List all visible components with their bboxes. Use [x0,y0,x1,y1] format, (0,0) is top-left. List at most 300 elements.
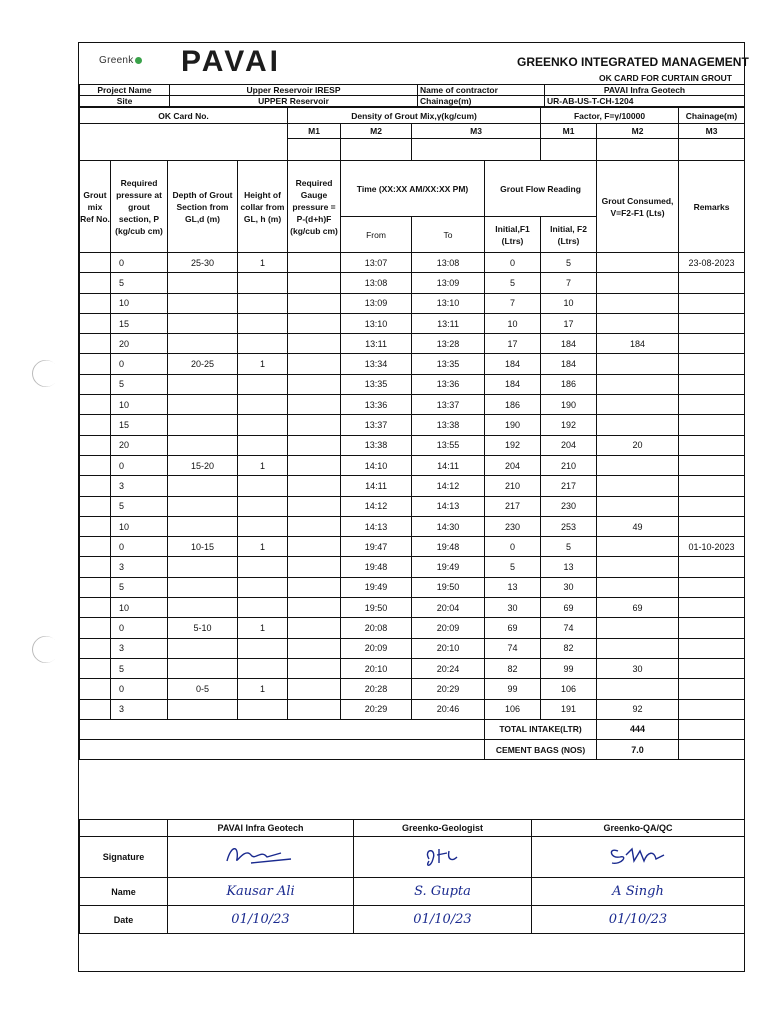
density-m1: M1 [288,124,341,139]
depth-cell [168,374,238,394]
gauge-cell [288,598,341,618]
time-from-cell: 19:47 [341,537,412,557]
ok-card-label: OK Card No. [80,108,288,124]
flow-f2-cell: 184 [541,354,597,374]
pressure-cell: 10 [111,598,168,618]
pressure-cell: 5 [111,273,168,293]
time-from-cell: 20:29 [341,699,412,719]
chainage-header: Chainage(m) [679,108,745,124]
site-label: Site [80,96,170,107]
flow-f1-cell: 10 [485,313,541,333]
time-to-cell: 13:55 [412,435,485,455]
flow-f1-cell: 204 [485,455,541,475]
time-to-cell: 13:37 [412,395,485,415]
grout-mix-ref [80,537,111,557]
table-row [80,679,745,699]
depth-cell: 5-10 [168,618,238,638]
collar-cell: 1 [238,455,288,475]
time-to-cell: 13:38 [412,415,485,435]
depth-cell [168,476,238,496]
collar-cell [238,273,288,293]
depth-cell [168,496,238,516]
grout-mix-ref [80,557,111,577]
remarks-cell [679,273,745,293]
table-row [80,253,745,273]
gauge-cell [288,415,341,435]
blank-cell [80,740,485,760]
grout-mix-ref [80,354,111,374]
flow-f1-cell: 106 [485,699,541,719]
name-qaqc: A Singh [532,878,745,906]
grout-mix-ref [80,313,111,333]
gauge-cell [288,395,341,415]
blank-cell [679,719,745,739]
depth-cell [168,699,238,719]
consumed-cell [597,496,679,516]
grout-mix-ref [80,253,111,273]
flow-f1-cell: 99 [485,679,541,699]
time-from-cell: 14:12 [341,496,412,516]
remarks-cell [679,577,745,597]
flow-f1-cell: 69 [485,618,541,638]
time-to-cell: 20:24 [412,658,485,678]
time-to-cell: 13:11 [412,313,485,333]
factor-m2: M2 [597,124,679,139]
time-from-cell: 13:10 [341,313,412,333]
table-row [80,496,745,516]
depth-cell [168,435,238,455]
table-row [80,638,745,658]
time-from-header: From [341,217,412,253]
name-geologist: S. Gupta [354,878,532,906]
factor-m3-value [679,139,745,161]
collar-header: Height of collar from GL, h (m) [238,161,288,253]
pressure-cell: 15 [111,415,168,435]
depth-cell: 20-25 [168,354,238,374]
depth-cell [168,395,238,415]
time-from-cell: 13:07 [341,253,412,273]
remarks-cell [679,395,745,415]
gauge-cell [288,679,341,699]
table-row [80,374,745,394]
time-to-cell: 20:46 [412,699,485,719]
consumed-cell [597,638,679,658]
table-row [80,334,745,354]
time-to-cell: 19:48 [412,537,485,557]
remarks-cell [679,293,745,313]
cement-bags-value: 7.0 [597,740,679,760]
consumed-cell [597,557,679,577]
collar-cell: 1 [238,253,288,273]
flow-f1-cell: 82 [485,658,541,678]
remarks-header: Remarks [679,161,745,253]
consumed-cell [597,537,679,557]
time-from-cell: 19:49 [341,577,412,597]
gauge-cell [288,354,341,374]
grout-mix-ref [80,476,111,496]
grout-mix-ref [80,334,111,354]
flow-header: Grout Flow Reading [485,161,597,217]
table-row [80,577,745,597]
gauge-header: Required Gauge pressure = P-(d+h)F (kg/cub cm) [288,161,341,253]
pressure-cell: 3 [111,476,168,496]
table-row [80,658,745,678]
flow-f1-cell: 186 [485,395,541,415]
remarks-cell: 01-10-2023 [679,537,745,557]
handwritten-signature-icon [598,841,678,869]
blank-cell [80,719,485,739]
collar-cell: 1 [238,679,288,699]
time-from-cell: 13:34 [341,354,412,374]
flow-f1-cell: 5 [485,557,541,577]
signature-label: Signature [80,837,168,878]
grout-mix-header: Grout mix Ref No. [80,161,111,253]
collar-cell [238,313,288,333]
flow-f2-cell: 191 [541,699,597,719]
ok-card-sheet [78,42,749,972]
time-to-cell: 14:11 [412,455,485,475]
pressure-cell: 10 [111,395,168,415]
consumed-cell: 49 [597,516,679,536]
time-from-cell: 20:10 [341,658,412,678]
consumed-cell: 69 [597,598,679,618]
remarks-cell [679,699,745,719]
density-m2-value [341,139,412,161]
gauge-cell [288,455,341,475]
collar-cell [238,598,288,618]
greenko-logo-dot-icon [135,57,142,64]
remarks-cell [679,679,745,699]
table-row [80,557,745,577]
gauge-cell [288,496,341,516]
flow-f1-cell: 17 [485,334,541,354]
collar-cell [238,496,288,516]
pressure-cell: 15 [111,313,168,333]
gauge-cell [288,537,341,557]
depth-cell [168,334,238,354]
signature-pavai [168,837,354,878]
remarks-cell [679,435,745,455]
remarks-cell [679,476,745,496]
grout-mix-ref [80,435,111,455]
sig-col-pavai: PAVAI Infra Geotech [168,820,354,837]
table-row [80,313,745,333]
flow-f2-cell: 69 [541,598,597,618]
flow-f2-cell: 210 [541,455,597,475]
gauge-cell [288,618,341,638]
table-row [80,354,745,374]
flow-f2-cell: 190 [541,395,597,415]
collar-cell [238,638,288,658]
table-row [80,537,745,557]
pressure-cell: 20 [111,435,168,455]
pressure-cell: 0 [111,679,168,699]
flow-f1-cell: 13 [485,577,541,597]
project-name-label: Project Name [80,85,170,96]
flow-f2-cell: 7 [541,273,597,293]
table-row [80,273,745,293]
grout-mix-ref [80,699,111,719]
gauge-cell [288,374,341,394]
pressure-cell: 20 [111,334,168,354]
date-pavai: 01/10/23 [168,906,354,934]
flow-f1-cell: 184 [485,374,541,394]
factor-m3: M3 [679,124,745,139]
punch-hole-mark [26,630,64,668]
time-to-cell: 13:09 [412,273,485,293]
signature-geologist [354,837,532,878]
pressure-cell: 0 [111,354,168,374]
remarks-cell [679,334,745,354]
consumed-header: Grout Consumed, V=F2-F1 (Lts) [597,161,679,253]
flow-f2-cell: 10 [541,293,597,313]
consumed-cell [597,253,679,273]
time-from-cell: 14:13 [341,516,412,536]
document-subtitle: OK CARD FOR CURTAIN GROUT [599,73,732,83]
gauge-cell [288,577,341,597]
collar-cell: 1 [238,354,288,374]
depth-cell [168,273,238,293]
flow-f1-cell: 7 [485,293,541,313]
consumed-cell [597,395,679,415]
time-from-cell: 14:11 [341,476,412,496]
cement-bags-label: CEMENT BAGS (NOS) [485,740,597,760]
depth-cell: 15-20 [168,455,238,475]
flow-f1-cell: 230 [485,516,541,536]
depth-cell [168,313,238,333]
cement-bags-row [80,740,745,760]
grout-mix-ref [80,638,111,658]
name-label: Name [80,878,168,906]
flow-f1-cell: 192 [485,435,541,455]
consumed-cell [597,476,679,496]
density-m3: M3 [412,124,541,139]
date-qaqc: 01/10/23 [532,906,745,934]
total-intake-label: TOTAL INTAKE(LTR) [485,719,597,739]
gauge-cell [288,293,341,313]
consumed-cell: 20 [597,435,679,455]
time-to-cell: 14:13 [412,496,485,516]
date-geologist: 01/10/23 [354,906,532,934]
depth-cell: 0-5 [168,679,238,699]
table-row [80,476,745,496]
remarks-cell [679,496,745,516]
collar-cell: 1 [238,537,288,557]
gauge-cell [288,516,341,536]
consumed-cell [597,618,679,638]
time-to-cell: 19:49 [412,557,485,577]
flow-f2-cell: 106 [541,679,597,699]
name-pavai: Kausar Ali [168,878,354,906]
time-header: Time (XX:XX AM/XX:XX PM) [341,161,485,217]
consumed-cell [597,354,679,374]
grout-mix-ref [80,374,111,394]
remarks-cell [679,658,745,678]
density-label: Density of Grout Mix,γ(kg/cum) [288,108,541,124]
grout-mix-ref [80,455,111,475]
table-row [80,516,745,536]
flow-f2-cell: 13 [541,557,597,577]
flow-f1-cell: 190 [485,415,541,435]
pressure-header: Required pressure at grout section, P (kg/cub cm) [111,161,168,253]
flow-f2-cell: 186 [541,374,597,394]
factor-label: Factor, F=γ/10000 [541,108,679,124]
collar-cell [238,395,288,415]
signature-qaqc [532,837,745,878]
time-from-cell: 14:10 [341,455,412,475]
total-intake-value: 444 [597,719,679,739]
flow-f2-cell: 230 [541,496,597,516]
flow-f1-cell: 5 [485,273,541,293]
pressure-cell: 3 [111,699,168,719]
depth-cell: 10-15 [168,537,238,557]
time-to-cell: 13:36 [412,374,485,394]
time-to-header: To [412,217,485,253]
time-to-cell: 20:29 [412,679,485,699]
flow-f2-cell: 5 [541,537,597,557]
gauge-cell [288,273,341,293]
flow-f2-cell: 99 [541,658,597,678]
consumed-cell [597,313,679,333]
density-m2: M2 [341,124,412,139]
remarks-cell [679,455,745,475]
flow-f2-cell: 74 [541,618,597,638]
time-to-cell: 14:30 [412,516,485,536]
table-row [80,598,745,618]
grout-mix-ref [80,577,111,597]
density-m3-value [412,139,541,161]
flow-f2-cell: 204 [541,435,597,455]
collar-cell [238,658,288,678]
collar-cell [238,415,288,435]
consumed-cell [597,374,679,394]
time-to-cell: 14:12 [412,476,485,496]
flow-f2-cell: 192 [541,415,597,435]
gauge-cell [288,638,341,658]
chainage-label: Chainage(m) [418,96,545,107]
table-row [80,435,745,455]
pressure-cell: 10 [111,516,168,536]
total-intake-row [80,719,745,739]
consumed-cell [597,273,679,293]
document-title: GREENKO INTEGRATED MANAGEMENT [517,55,749,69]
handwritten-signature-icon [403,841,483,869]
consumed-cell [597,455,679,475]
project-name-value: Upper Reservoir IRESP [170,85,418,96]
collar-cell [238,516,288,536]
depth-cell [168,577,238,597]
remarks-cell [679,354,745,374]
gauge-cell [288,334,341,354]
project-info-table [79,84,745,107]
time-to-cell: 13:28 [412,334,485,354]
blank-cell [679,740,745,760]
time-to-cell: 20:09 [412,618,485,638]
collar-cell [238,699,288,719]
gauge-cell [288,435,341,455]
remarks-cell [679,638,745,658]
factor-m1-value [541,139,597,161]
time-from-cell: 20:09 [341,638,412,658]
remarks-cell [679,374,745,394]
signature-table [79,819,745,934]
pressure-cell: 5 [111,577,168,597]
sig-corner [80,820,168,837]
grout-mix-ref [80,516,111,536]
contractor-label: Name of contractor [418,85,545,96]
table-row [80,395,745,415]
table-row [80,455,745,475]
pressure-cell: 5 [111,496,168,516]
depth-cell: 25-30 [168,253,238,273]
flow-f1-cell: 0 [485,537,541,557]
depth-cell [168,598,238,618]
remarks-cell: 23-08-2023 [679,253,745,273]
time-from-cell: 13:09 [341,293,412,313]
contractor-value: PAVAI Infra Geotech [545,85,745,96]
grout-mix-ref [80,415,111,435]
time-from-cell: 13:35 [341,374,412,394]
time-to-cell: 20:04 [412,598,485,618]
table-row [80,293,745,313]
collar-cell [238,374,288,394]
ok-card-value [80,124,288,161]
time-from-cell: 20:28 [341,679,412,699]
time-from-cell: 19:50 [341,598,412,618]
gauge-cell [288,699,341,719]
flow-f2-cell: 30 [541,577,597,597]
consumed-cell: 30 [597,658,679,678]
grout-mix-ref [80,273,111,293]
gauge-cell [288,313,341,333]
remarks-cell [679,598,745,618]
flow-f1-cell: 210 [485,476,541,496]
collar-cell [238,577,288,597]
flow-f1-cell: 217 [485,496,541,516]
depth-cell [168,658,238,678]
brand-header [79,43,749,85]
remarks-cell [679,516,745,536]
time-to-cell: 13:10 [412,293,485,313]
sig-col-qaqc: Greenko-QA/QC [532,820,745,837]
collar-cell [238,476,288,496]
depth-cell [168,638,238,658]
time-from-cell: 13:36 [341,395,412,415]
collar-cell [238,334,288,354]
handwritten-signature-icon [221,841,301,869]
remarks-cell [679,313,745,333]
site-value: UPPER Reservoir [170,96,418,107]
depth-cell [168,516,238,536]
grout-mix-ref [80,598,111,618]
grout-mix-ref [80,618,111,638]
chainage-value: UR-AB-US-T-CH-1204 [545,96,745,107]
flow-f2-cell: 82 [541,638,597,658]
sig-col-geologist: Greenko-Geologist [354,820,532,837]
factor-m1: M1 [541,124,597,139]
remarks-cell [679,415,745,435]
pressure-cell: 3 [111,638,168,658]
pressure-cell: 0 [111,455,168,475]
collar-cell [238,435,288,455]
grout-readings-table [79,107,745,760]
time-to-cell: 13:08 [412,253,485,273]
consumed-cell [597,577,679,597]
depth-cell [168,415,238,435]
consumed-cell [597,679,679,699]
grout-mix-ref [80,395,111,415]
pressure-cell: 0 [111,618,168,638]
